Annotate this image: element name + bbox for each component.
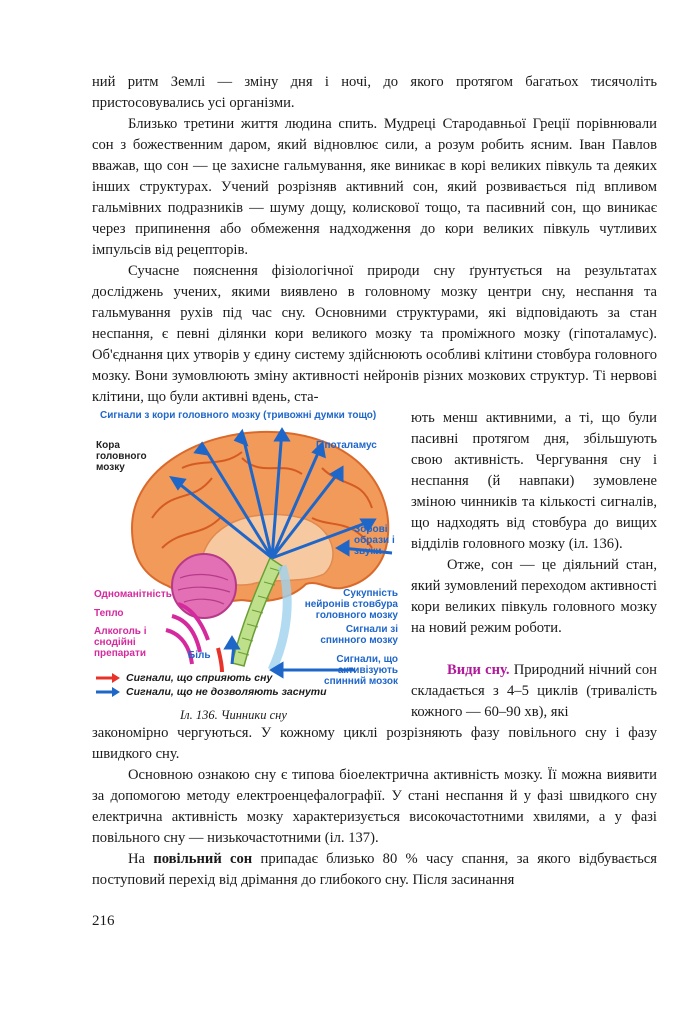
paragraph-7 [92, 849, 657, 891]
legend-red-text: Сигнали, що сприяють сну [126, 672, 273, 684]
paragraph-0: ний ритм Землі — зміну дня і ночі, до якого протягом багатьох тисячоліть пристосовувались усі організми. [92, 74, 657, 111]
figure-caption: Іл. 136. Чинники сну [180, 708, 287, 722]
label-warmth: Тепло [94, 608, 124, 619]
label-top-signals: Сигнали з кори головного мозку (тривожні думки тощо) [100, 410, 377, 421]
paragraph-7-lead: На [128, 851, 146, 867]
label-cortex: Кора головного мозку [96, 440, 147, 473]
term-slow-sleep: повільний сон [153, 851, 253, 867]
label-activate: Сигнали, що активізують спинний мозок [324, 654, 398, 687]
paragraph-5-narrow [411, 660, 657, 723]
paragraph-6: Основною ознакою сну є типова біоелектрична активність мозку. Її можна виявити за допомогою методу електроенцефалографії. У стані неспання й у фазі швидкого сну електрична активність мозку характеризується високочастотними хвилями, а у фазі повільного сну — низькочастотними (іл. 137). [92, 767, 657, 846]
label-hypothalamus: Гіпоталамус [316, 440, 377, 451]
cerebellum [172, 554, 236, 618]
legend-arrows [96, 673, 120, 697]
figure-136 [92, 408, 404, 704]
paragraph-1: Близько третини життя людина спить. Мудреці Стародавньої Греції порівнювали сон з божественним даром, який відновлює сили, а розум робить ясним. Іван Павлов вважав, що сон — це захисне гальмування, яке виникає в корі великих півкуль та деяких інших структурах. Учений розрізняв активний сон, який розвивається під впливом гальмівних подразників — шуму дощу, колискової тощо, та пасивний сон, що виникає через припинення або обмеження надходження до кори великих півкуль чутливих імпульсів від рецепторів. [92, 116, 657, 258]
paragraph-3: ють менш активними, а ті, що були пасивні протягом дня, збільшують свою активність. Чергування сну і неспання (й навпаки) зумовлене зміною чинників та кількості сигналів, що надходять від стовбура до вищих відділів головного мозку (іл. 136). [411, 410, 657, 552]
label-pain: Біль [188, 650, 211, 661]
label-spinal: Сигнали зі спинного мозку [320, 624, 398, 646]
label-neurons: Сукупність нейронів стовбура головного мозку [304, 588, 398, 621]
paragraph-4: Отже, сон — це діяльний стан, який зумовлений переходом активності кори великих півкуль головного мозку на новий режим роботи. [411, 557, 657, 636]
label-alcohol: Алкоголь і снодійні препарати [94, 626, 147, 659]
legend-blue-text: Сигнали, що не дозволяють заснути [126, 686, 327, 698]
page-number: 216 [92, 913, 115, 929]
label-monotony: Одноманітність [94, 589, 172, 600]
paragraph-2: Сучасне пояснення фізіологічної природи сну ґрунтується на результатах досліджень учених, якими виявлено в головному мозку центри сну, неспання та гальмування рухів під час сну. Основними структурами, які відповідають за стан неспання, є певні ділянки кори великого мозку та проміжного мозку (гіпоталамус). Об'єднання цих утворів у єдину систему здійснюють особливі клітини стовбура головного мозку. Вони зумовлюють зміну активності нейронів різних мозкових структур. Ті нервові клітини, що були активні вдень, ста- [92, 263, 657, 405]
label-visual-sound: Зорові образи і звуки [354, 524, 395, 557]
section-title-sleep-types: Види сну. [447, 662, 510, 678]
paragraph-5-wide: закономірно чергуються. У кожному циклі розрізняють фазу повільного сну і фазу швидкого сну. [92, 725, 657, 762]
paragraph-5-narrow-text: Природний нічний сон складається з 4–5 циклів (тривалість кожного — 60–90 хв), які [411, 662, 657, 720]
paragraph-7-rest: припадає близько 80 % часу спання, за якого відбувається поступовий перехід від дрімання до глибокого сну. Після засинання [92, 851, 657, 888]
